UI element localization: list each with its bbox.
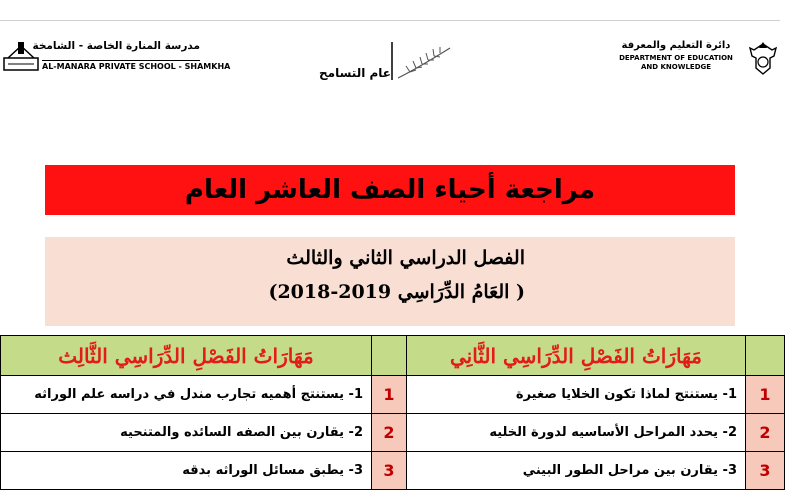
school-branding	[0, 38, 231, 78]
table-row-number: 1	[371, 375, 407, 414]
table-row-skill: 2- يحدد المراحل الأساسيه لدورة الخليه	[406, 413, 746, 452]
year-of-tolerance	[300, 38, 470, 86]
header-divider	[0, 20, 780, 21]
table-row-number: 1	[745, 375, 785, 414]
table-header-third-semester: مَهَارَاتُ الفَصْلِ الدِّرَاسِي الثَّالِث	[0, 335, 372, 376]
academic-year: ( العَامُ الدِّرَاسِي 2019-2018)	[268, 281, 525, 303]
year-label: عام التسامح	[319, 66, 391, 80]
department-name-english-line1: DEPARTMENT OF EDUCATION	[619, 54, 733, 62]
department-name-arabic: دائرة التعليم والمعرفة	[621, 40, 731, 51]
table-row-skill: 1- يستنتج أهميه تجارب مندل في دراسه علم الوراثه	[0, 375, 372, 414]
page-header	[0, 0, 780, 100]
table-row-skill: 3- يطبق مسائل الوراثه بدقه	[0, 451, 372, 490]
title-banner	[45, 165, 735, 215]
school-name-arabic: مدرسة المنارة الخاصة - الشامخة	[32, 40, 200, 52]
page-title: مراجعة أحياء الصف العاشر العام	[184, 175, 596, 205]
department-name-english-line2: AND KNOWLEDGE	[640, 63, 712, 71]
uae-emblem-icon	[746, 40, 780, 78]
table-row-number: 3	[745, 451, 785, 490]
table-header-number-cell	[371, 335, 407, 376]
table-row-skill: 3- يقارن بين مراحل الطور البيني	[406, 451, 746, 490]
table-row-skill: 2- يقارن بين الصفه السائده والمتنحيه	[0, 413, 372, 452]
table-row-number: 2	[371, 413, 407, 452]
table-row-skill: 1- يستنتج لماذا تكون الخلايا صغيرة	[406, 375, 746, 414]
table-row-number: 2	[745, 413, 785, 452]
department-branding	[610, 40, 780, 80]
semester-title: الفصل الدراسي الثاني والثالث	[286, 247, 525, 269]
table-header-second-semester: مَهَارَاتُ الفَصْلِ الدِّرَاسِي الثَّانِي	[406, 335, 746, 376]
table-header-number-cell	[745, 335, 785, 376]
skills-table	[0, 335, 780, 480]
table-row-number: 3	[371, 451, 407, 490]
school-name-english: AL-MANARA PRIVATE SCHOOL - SHAMKHA	[42, 62, 231, 71]
semester-info-box	[45, 237, 735, 326]
